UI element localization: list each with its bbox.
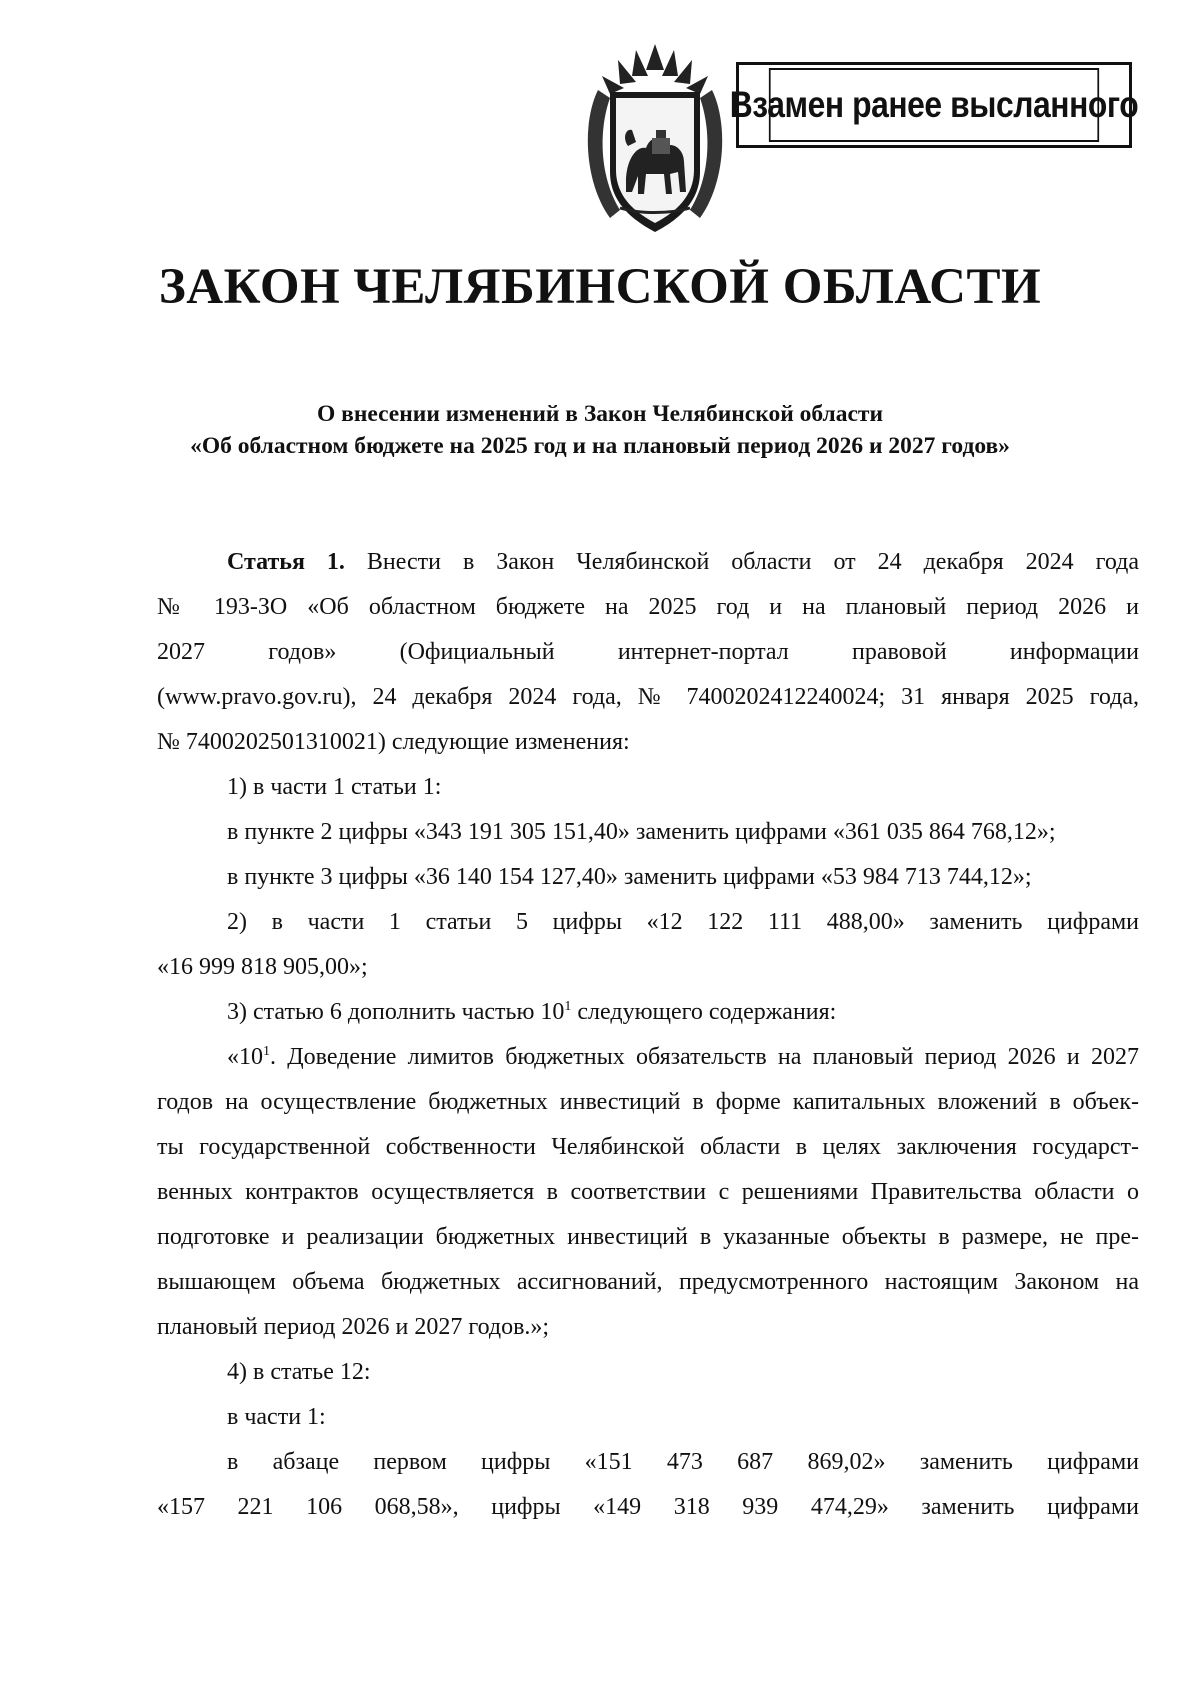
item-4-part-1: в части 1: [227,1404,326,1430]
article-1-text: Внести в Закон Челябинской области от 24 декабря 2024 года [366,549,1140,575]
item-2-line-1: 2) в части 1 статьи 5 цифры «12 122 111 488,00» заменить цифрами [227,909,1139,935]
quote-line-5: подготовке и реализации бюджетных инвестиций в указанные объекты в размере, не пре- [157,1224,1139,1250]
quote-line-1 [157,1035,1139,1080]
item-4: 4) в статье 12: [227,1359,371,1385]
quote-line-3: ты государственной собственности Челябинской области в целях заключения государст- [157,1134,1139,1160]
item-4-line-2: «157 221 106 068,58», цифры «149 318 939 474,29» заменить цифрами [157,1494,1139,1520]
item-3-text-a: 3) статью 6 дополнить частью 10 [227,999,565,1025]
coat-of-arms-icon [580,42,730,238]
law-subtitle [0,398,1200,462]
article-1-line-5: № 7400202501310021) следующие изменения: [157,729,630,755]
article-1-line-1 [157,540,1139,585]
item-1-point-3: в пункте 3 цифры «36 140 154 127,40» заменить цифрами «53 984 713 744,12»; [227,864,1032,890]
article-1-line-3: 2027 годов» (Официальный интернет-портал правовой информации [157,639,1139,665]
quote-sup: 1 [263,1044,270,1059]
article-1-line-4: (www.pravo.gov.ru), 24 декабря 2024 года, № 7400202412240024; 31 января 2025 года, [157,684,1139,710]
stamp-text: Взамен ранее высланного [769,68,1099,142]
quote-line-2: годов на осуществление бюджетных инвестиций в форме капитальных вложений в объек- [157,1089,1139,1115]
item-1-point-2: в пункте 2 цифры «343 191 305 151,40» заменить цифрами «361 035 864 768,12»; [227,819,1056,845]
item-1: 1) в части 1 статьи 1: [227,774,442,800]
subtitle-line-1: О внесении изменений в Закон Челябинской области [316,401,883,427]
quote-line-6: вышающем объема бюджетных ассигнований, предусмотренного настоящим Законом на [157,1269,1139,1295]
article-1-line-2: № 193-ЗО «Об областном бюджете на 2025 год и на плановый период 2026 и [157,594,1139,620]
item-3-sup: 1 [564,999,572,1014]
subtitle-line-2: «Об областном бюджете на 2025 год и на плановый период 2026 и 2027 годов» [190,433,1010,459]
article-1-label: Статья 1. [227,549,345,575]
law-title: ЗАКОН ЧЕЛЯБИНСКОЙ ОБЛАСТИ [158,259,1042,315]
item-3 [157,990,1139,1035]
item-4-line-1: в абзаце первом цифры «151 473 687 869,02» заменить цифрами [227,1449,1139,1475]
replacement-stamp [729,62,1139,148]
quote-text-b: . Доведение лимитов бюджетных обязательств на плановый период 2026 и 2027 [270,1044,1139,1070]
quote-line-7: плановый период 2026 и 2027 годов.»; [157,1314,550,1340]
quote-text-a: «10 [227,1044,263,1070]
item-2-line-2: «16 999 818 905,00»; [157,954,368,980]
quote-line-4: венных контрактов осуществляется в соответствии с решениями Правительства области о [157,1179,1139,1205]
article-1-body [157,540,1139,1530]
item-3-text-b: следующего содержания: [571,999,837,1025]
